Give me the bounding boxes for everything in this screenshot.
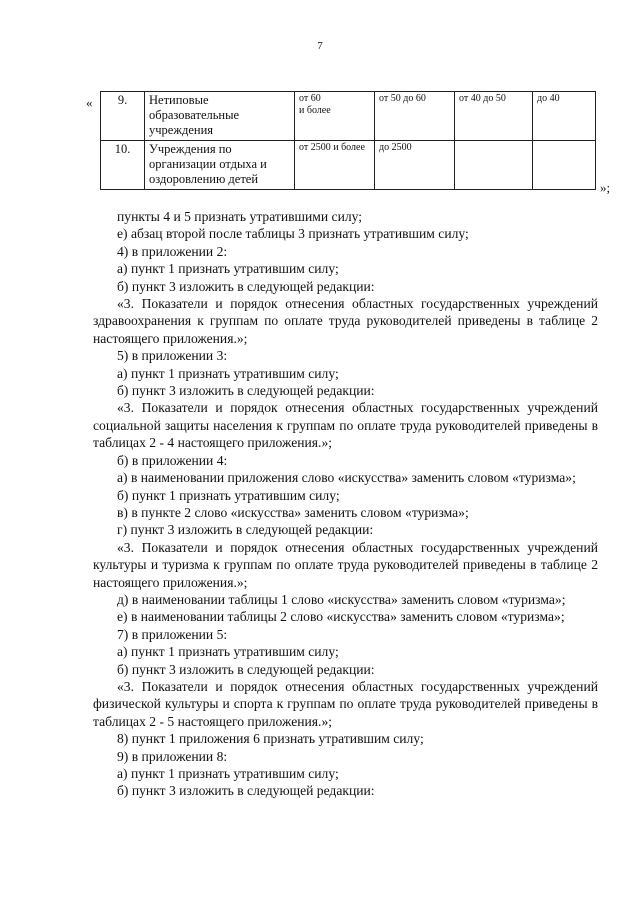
paragraph: «3. Показатели и порядок отнесения областных государственных учреждений здравоохранения к группам по оплате труда руководителей приведены в таблице 2 настоящего приложения.»;	[93, 296, 598, 346]
continued-table	[100, 91, 596, 190]
document-body	[93, 208, 598, 800]
paragraph: а) в наименовании приложения слово «искусства» заменить словом «туризма»;	[117, 470, 576, 486]
table-closing-quote: »;	[600, 180, 611, 195]
paragraph: а) пункт 1 признать утратившим силу;	[117, 261, 339, 277]
range-group-4: до 40	[533, 92, 596, 141]
paragraph: а) пункт 1 признать утратившим силу;	[117, 644, 339, 660]
paragraph: б) пункт 3 изложить в следующей редакции:	[117, 383, 375, 399]
paragraph: б) пункт 3 изложить в следующей редакции:	[117, 278, 375, 294]
paragraph: д) в наименовании таблицы 1 слово «искусства» заменить словом «туризма»;	[117, 591, 566, 607]
paragraph: а) пункт 1 признать утратившим силу;	[117, 766, 339, 781]
paragraph: пункты 4 и 5 признать утратившими силу;	[117, 209, 363, 224]
range-group-2: от 50 до 60	[375, 92, 455, 141]
paragraph: е) абзац второй после таблицы 3 признать утратившим силу;	[117, 226, 469, 242]
paragraph: а) пункт 1 признать утратившим силу;	[117, 365, 339, 381]
range-group-2: до 2500	[375, 141, 455, 190]
table-row	[101, 141, 596, 190]
range-group-4	[533, 141, 596, 190]
paragraph: б) пункт 1 признать утратившим силу;	[117, 487, 340, 503]
page-number: 7	[317, 40, 323, 52]
paragraph: б) пункт 3 изложить в следующей редакции:	[117, 661, 375, 677]
table-row	[101, 92, 596, 141]
range-group-1: от 60 и более	[295, 92, 375, 141]
paragraph: е) в наименовании таблицы 2 слово «искусства» заменить словом «туризма»;	[117, 609, 565, 625]
paragraph: 9) в приложении 8:	[117, 748, 228, 764]
paragraph: «3. Показатели и порядок отнесения областных государственных учреждений физической культуры и спорта к группам по оплате труда руководителей приведены в таблицах 2 - 5 настоящего приложения.»;	[93, 678, 598, 729]
paragraph: 8) пункт 1 приложения 6 признать утратившим силу;	[117, 731, 424, 747]
range-group-3: от 40 до 50	[455, 92, 533, 141]
paragraph: «3. Показатели и порядок отнесения областных государственных учреждений социальной защиты населения к группам по оплате труда руководителей приведены в таблицах 2 - 4 настоящего приложения.»;	[93, 400, 598, 451]
institution-type: Нетиповые образовательные учреждения	[145, 92, 295, 141]
paragraph: 7) в приложении 5:	[117, 626, 228, 642]
institution-type: Учреждения по организации отдыха и оздоровлению детей	[145, 141, 295, 190]
paragraph: 5) в приложении 3:	[117, 348, 228, 364]
paragraph: в) в пункте 2 слово «искусства» заменить словом «туризма»;	[117, 504, 469, 520]
range-group-3	[455, 141, 533, 190]
paragraph: б) пункт 3 изложить в следующей редакции:	[117, 783, 375, 799]
row-number: 10.	[101, 141, 145, 190]
table-opening-quote: «	[86, 95, 93, 110]
paragraph: г) пункт 3 изложить в следующей редакции:	[117, 522, 374, 538]
paragraph: б) в приложении 4:	[117, 452, 228, 468]
paragraph: «3. Показатели и порядок отнесения областных государственных учреждений культуры и туризма к группам по оплате труда руководителей приведены в таблице 2 настоящего приложения.»;	[93, 539, 598, 590]
paragraph: 4) в приложении 2:	[117, 243, 228, 259]
row-number: 9.	[101, 92, 145, 141]
range-group-1: от 2500 и более	[295, 141, 375, 190]
